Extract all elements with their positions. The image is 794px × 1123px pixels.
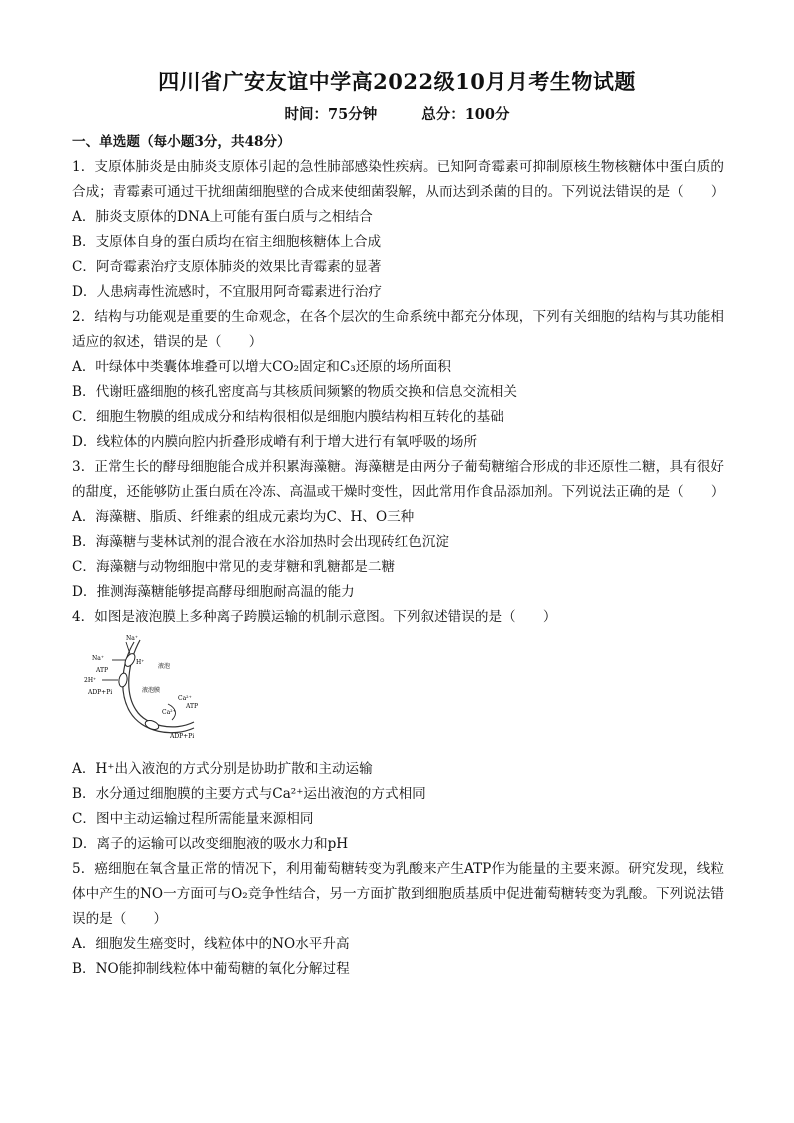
total-score: 总分：100分 xyxy=(421,106,510,123)
page-title: 四川省广安友谊中学高2022级10月月考生物试题 xyxy=(158,69,636,94)
option-c: C．海藻糖与动物细胞中常见的麦芽糖和乳糖都是二糖 xyxy=(72,559,396,575)
option-d: D．离子的运输可以改变细胞液的吸水力和pH xyxy=(72,836,349,852)
question-2 xyxy=(72,305,724,455)
option-c: C．细胞生物膜的组成成分和结构很相似是细胞内膜结构相互转化的基础 xyxy=(72,409,504,425)
label-vacuole: 液泡 xyxy=(158,663,171,670)
proton-pump-protein xyxy=(118,672,128,687)
label-atp-left: ATP xyxy=(96,667,109,674)
question-5 xyxy=(72,857,724,982)
question-stem: 2．结构与功能观是重要的生命观念，在各个层次的生命系统中都充分体现，下列有关细胞的结构与其功能相适应的叙述，错误的是（ ） xyxy=(72,309,724,350)
question-stem: 3．正常生长的酵母细胞能合成并积累海藻糖。海藻糖是由两分子葡萄糖缩合形成的非还原性二糖，具有很好的甜度，还能够防止蛋白质在冷冻、高温或干燥时变性，因此常用作食品添加剂。下列说法正确的是（ ） xyxy=(72,459,725,500)
option-c: C．阿奇霉素治疗支原体肺炎的效果比青霉素的显著 xyxy=(72,259,382,275)
option-a: A．细胞发生癌变时，线粒体中的NO水平升高 xyxy=(72,936,350,952)
na-out-arrow xyxy=(126,642,130,654)
label-adp-left: ADP+Pi xyxy=(88,689,113,696)
option-a: A．H⁺出入液泡的方式分别是协助扩散和主动运输 xyxy=(72,761,373,777)
option-a: A．叶绿体中类囊体堆叠可以增大CO₂固定和C₃还原的场所面积 xyxy=(72,359,451,375)
question-stem: 5．癌细胞在氧含量正常的情况下，利用葡萄糖转变为乳酸来产生ATP作为能量的主要来源。研究发现，线粒体中产生的NO一方面可与O₂竞争性结合，另一方面扩散到细胞质基质中促进葡萄糖转变为乳酸。下列说法错误的是（ ） xyxy=(72,861,724,927)
label-h: H⁺ xyxy=(136,659,145,666)
question-1 xyxy=(72,155,724,305)
section-heading: 一、单选题（每小题3分，共48分） xyxy=(72,134,291,150)
option-d: D．推测海藻糖能够提高酵母细胞耐高温的能力 xyxy=(72,584,355,600)
option-b: B．支原体自身的蛋白质均在宿主细胞核糖体上合成 xyxy=(72,234,382,250)
option-a: A．海藻糖、脂质、纤维素的组成元素均为C、H、O三种 xyxy=(72,509,415,525)
question-3 xyxy=(72,455,724,605)
exam-info xyxy=(0,103,794,124)
question-stem: 4．如图是液泡膜上多种离子跨膜运输的机制示意图。下列叙述错误的是（ ） xyxy=(72,609,557,625)
option-b: B．海藻糖与斐林试剂的混合液在水浴加热时会出现砖红色沉淀 xyxy=(72,534,450,550)
label-ca-mid: Ca²⁺ xyxy=(162,709,176,716)
label-na-left: Na⁺ xyxy=(92,655,104,662)
label-membrane: 液泡膜 xyxy=(142,687,161,694)
option-d: D．人患病毒性流感时，不宜服用阿奇霉素进行治疗 xyxy=(72,284,382,300)
label-2h: 2H⁺ xyxy=(84,677,97,684)
vacuole-membrane-transport-diagram xyxy=(82,632,202,744)
label-ca-top: Ca²⁺ xyxy=(178,695,192,702)
option-b: B．NO能抑制线粒体中葡萄糖的氧化分解过程 xyxy=(72,961,350,977)
option-a: A．肺炎支原体的DNA上可能有蛋白质与之相结合 xyxy=(72,209,373,225)
question-4 xyxy=(72,605,724,857)
option-b: B．水分通过细胞膜的主要方式与Ca²⁺运出液泡的方式相同 xyxy=(72,786,426,802)
option-b: B．代谢旺盛细胞的核孔密度高与其核质间频繁的物质交换和信息交流相关 xyxy=(72,384,517,400)
label-adp-right: ADP+Pi xyxy=(170,733,195,740)
label-atp-right: ATP xyxy=(186,703,199,710)
option-d: D．线粒体的内膜向腔内折叠形成嵴有利于增大进行有氧呼吸的场所 xyxy=(72,434,478,450)
option-c: C．图中主动运输过程所需能量来源相同 xyxy=(72,811,314,827)
time-limit: 时间：75分钟 xyxy=(284,106,378,123)
label-na-top: Na⁺ xyxy=(126,635,138,642)
question-list xyxy=(72,130,724,982)
question-stem: 1．支原体肺炎是由肺炎支原体引起的急性肺部感染性疾病。已知阿奇霉素可抑制原核生物核糖体中蛋白质的合成；青霉素可通过干扰细菌细胞壁的合成来使细菌裂解，从而达到杀菌的目的。下列说法错误的是（ ） xyxy=(72,159,725,200)
